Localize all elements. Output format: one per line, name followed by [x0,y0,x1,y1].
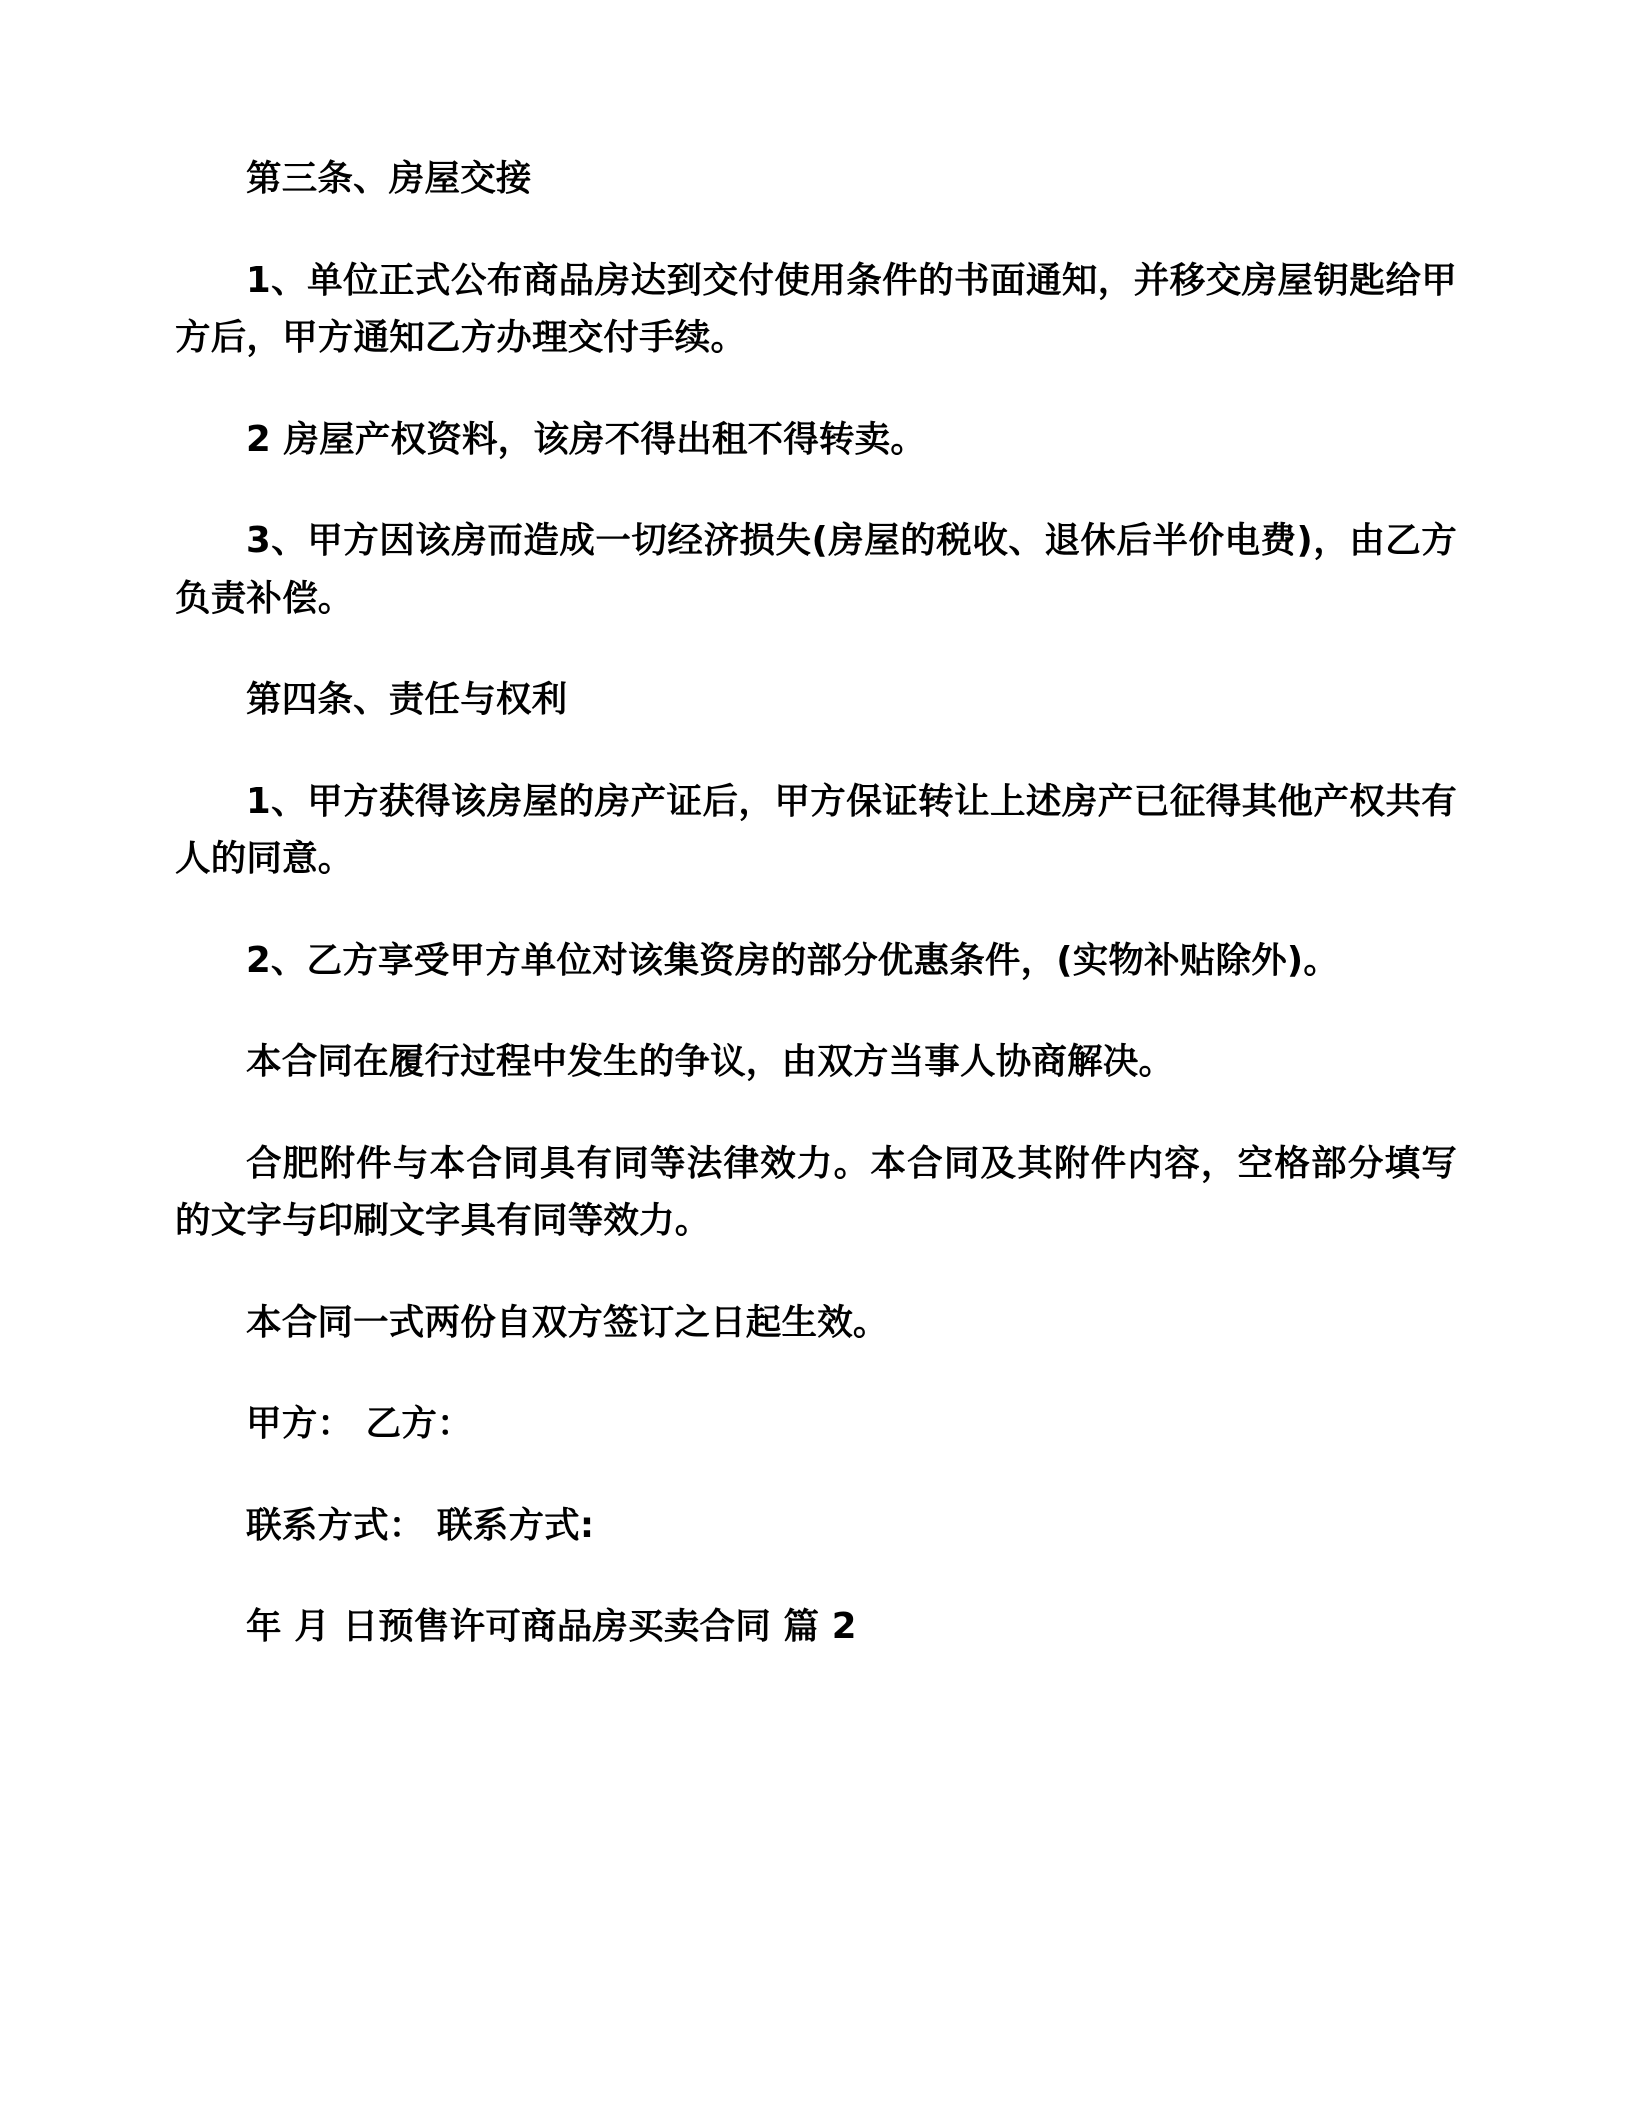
section-3-item-3: 3、甲方因该房而造成一切经济损失(房屋的税收、退休后半价电费)，由乙方负责补偿。 [175,520,1457,619]
section-3-heading: 第三条、房屋交接 [246,158,532,199]
effective-clause: 本合同一式两份自双方签订之日起生效。 [246,1301,889,1343]
document-body [175,150,1457,1656]
section-4-heading: 第四条、责任与权利 [246,679,568,720]
contact-line: 联系方式： 联系方式: [246,1504,595,1546]
section-3-item-1: 1、单位正式公布商品房达到交付使用条件的书面通知，并移交房屋钥匙给甲方后，甲方通知乙方办理交付手续。 [175,259,1457,358]
signature-line: 甲方： 乙方： [246,1403,473,1444]
section-3-item-2: 2 房屋产权资料，该房不得出租不得转卖。 [246,418,927,460]
date-and-next-title: 年 月 日预售许可商品房买卖合同 篇 2 [246,1606,857,1647]
dispute-clause: 本合同在履行过程中发生的争议，由双方当事人协商解决。 [246,1041,1175,1082]
attachment-clause: 合肥附件与本合同具有同等法律效力。本合同及其附件内容，空格部分填写的文字与印刷文字具有同等效力。 [175,1142,1457,1241]
section-4-item-2: 2、乙方享受甲方单位对该集资房的部分优惠条件，(实物补贴除外)。 [246,939,1340,981]
section-4-item-1: 1、甲方获得该房屋的房产证后，甲方保证转让上述房产已征得其他产权共有人的同意。 [175,780,1457,879]
